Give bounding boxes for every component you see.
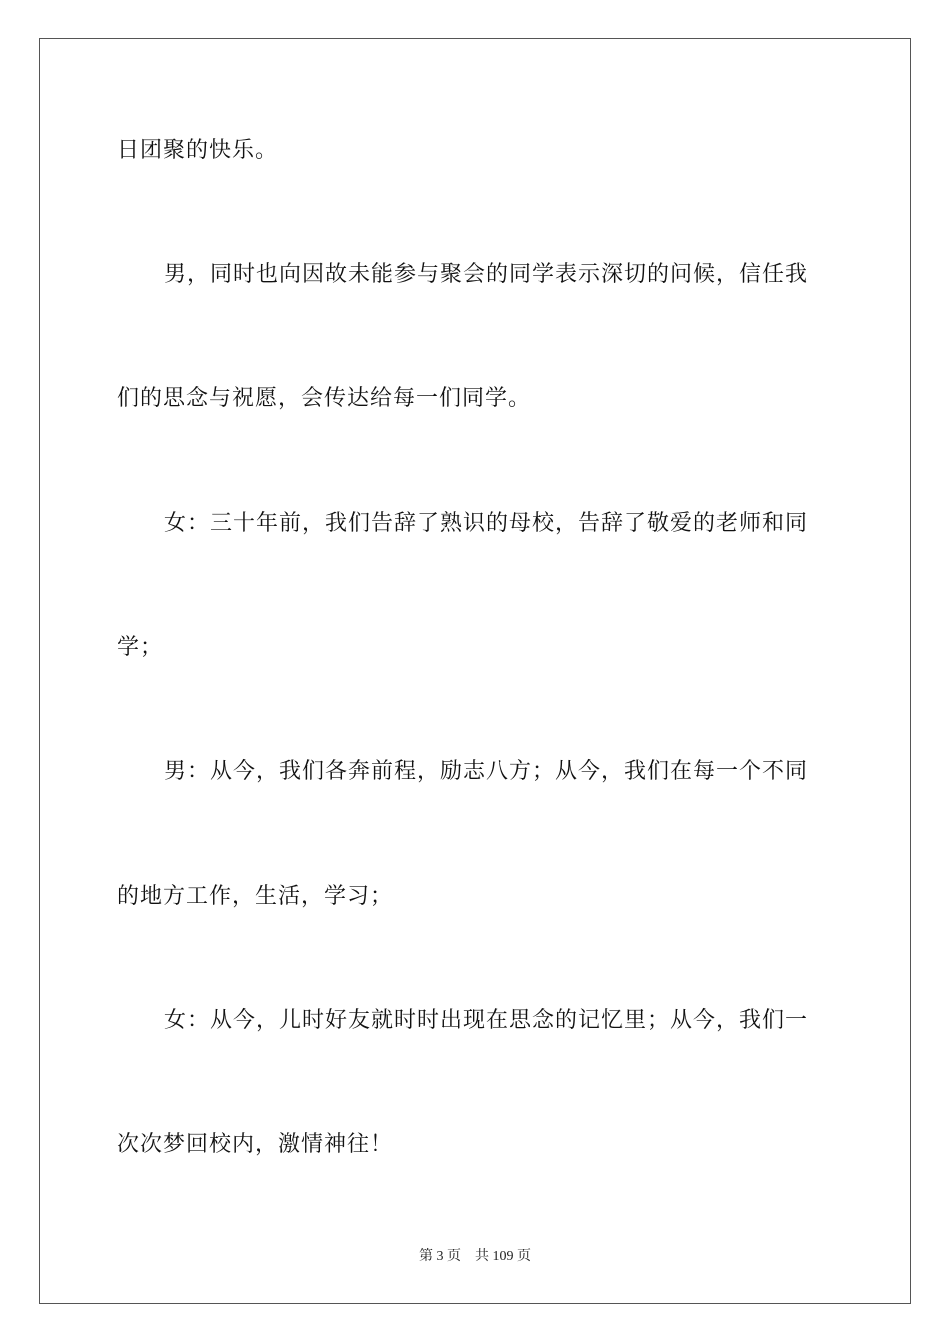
text-line-3: 们的思念与祝愿，会传达给每一们同学。 — [117, 386, 532, 411]
text-line-6: 男：从今，我们各奔前程，励志八方；从今，我们在每一个不同 — [164, 759, 809, 784]
page-border — [39, 38, 911, 1304]
text-line-7: 的地方工作，生活，学习； — [117, 884, 394, 909]
text-line-4: 女：三十年前，我们告辞了熟识的母校，告辞了敬爱的老师和同 — [164, 511, 809, 536]
text-line-5: 学； — [117, 635, 164, 660]
page-total: 共 109 页 — [475, 1249, 531, 1264]
text-line-8: 女：从今，儿时好友就时时出现在思念的记忆里；从今，我们一 — [164, 1008, 809, 1033]
page-footer — [0, 1248, 950, 1266]
text-line-1: 日团聚的快乐。 — [117, 138, 279, 163]
text-line-9: 次次梦回校内，激情神往！ — [117, 1132, 394, 1157]
text-line-2: 男，同时也向因故未能参与聚会的同学表示深切的问候，信任我 — [164, 262, 809, 287]
page-number: 第 3 页 — [419, 1249, 461, 1264]
